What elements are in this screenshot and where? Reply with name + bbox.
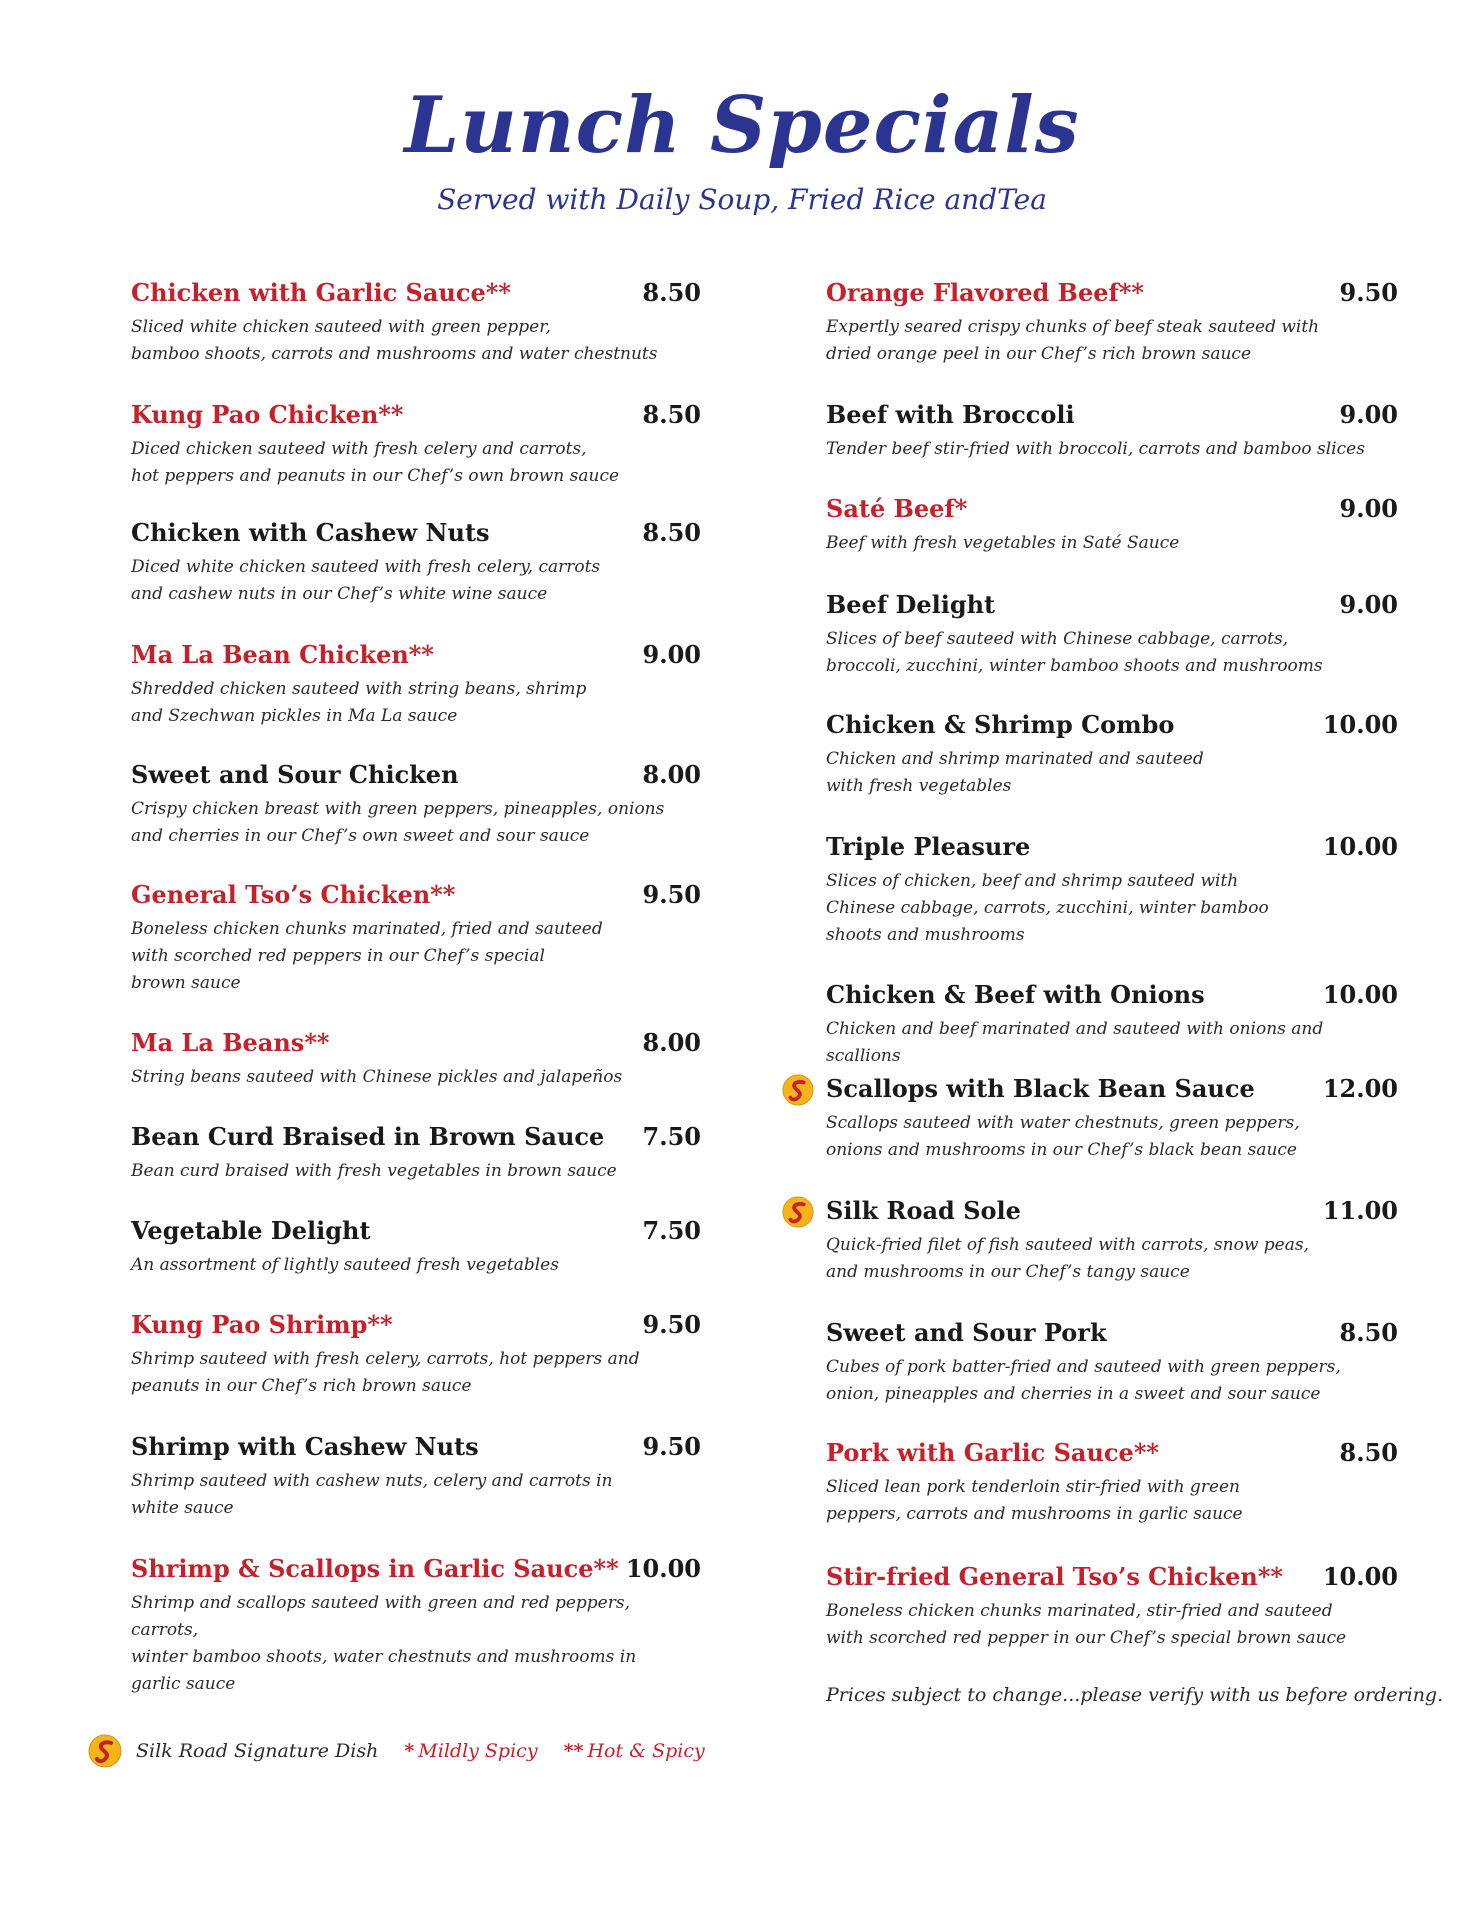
menu-item [826,832,1398,949]
menu-item-name: Silk Road Sole [826,1196,1021,1225]
menu-item-header [826,1562,1398,1596]
menu-item-name: Bean Curd Braised in Brown Sauce [131,1122,605,1151]
menu-item-description [131,554,701,608]
menu-item-name: Pork with Garlic Sauce** [826,1438,1159,1467]
menu-item-description-line: and Szechwan pickles in Ma La sauce [131,706,458,726]
menu-item-header [131,760,701,794]
menu-item-header [826,400,1398,434]
menu-item-description [131,676,701,730]
menu-item [131,1028,701,1091]
menu-item-description-line: brown sauce [131,973,241,993]
menu-item-description-line: Shrimp sauteed with cashew nuts, celery and carrots in [131,1471,613,1491]
menu-item-name: Ma La Bean Chicken** [131,640,434,669]
menu-item-description [826,1016,1398,1070]
menu-item-name: Beef with Broccoli [826,400,1075,429]
menu-item [826,278,1398,368]
menu-item-name: Chicken with Cashew Nuts [131,518,490,547]
menu-item-description [131,436,701,490]
menu-item-description-line: Chicken and shrimp marinated and sauteed [826,749,1204,769]
menu-item-header [131,640,701,674]
legend-mild-marker: * [404,1740,415,1762]
menu-item-description-line: Shredded chicken sauteed with string beans, shrimp [131,679,587,699]
menu-item-description-line: and mushrooms in our Chef’s tangy sauce [826,1262,1190,1282]
menu-item-price: 8.50 [1339,1318,1398,1347]
menu-item-description [826,868,1398,949]
page-subtitle: Served with Daily Soup, Fried Rice andTea [437,183,1047,216]
menu-item-name: Kung Pao Shrimp** [131,1310,393,1339]
menu-item-description [826,1474,1398,1528]
menu-item-description-line: Crispy chicken breast with green peppers, pineapples, onions [131,799,665,819]
menu-item-header [826,494,1398,528]
menu-item-price: 9.00 [1339,590,1398,619]
menu-item-description-line: Tender beef stir-fried with broccoli, carrots and bamboo slices [826,439,1365,459]
menu-item-header [826,710,1398,744]
menu-item-header [826,1074,1398,1108]
menu-item [826,400,1398,463]
menu-item-price: 12.00 [1322,1074,1398,1103]
menu-item-price: 11.00 [1322,1196,1398,1225]
menu-item-description-line: broccoli, zucchini, winter bamboo shoots and mushrooms [826,656,1323,676]
menu-item-description [131,1158,701,1185]
signature-dish-icon [782,1196,814,1228]
menu-item-description-line: with scorched red pepper in our Chef’s special brown sauce [826,1628,1347,1648]
menu-item-description-line: Boneless chicken chunks marinated, fried and sauteed [131,919,603,939]
signature-dish-icon [782,1074,814,1106]
legend-hot-marker: ** [563,1740,584,1762]
menu-item-name: Chicken with Garlic Sauce** [131,278,511,307]
menu-item-price: 8.00 [642,760,701,789]
menu-item-price: 7.50 [642,1122,701,1151]
menu-item-header [131,1216,701,1250]
menu-item-description-line: with scorched red peppers in our Chef’s special [131,946,545,966]
menu-item [826,1196,1398,1286]
menu-item-price: 9.00 [642,640,701,669]
menu-item-description [826,1232,1398,1286]
menu-item-description-line: Expertly seared crispy chunks of beef steak sauteed with [826,317,1320,337]
menu-item [826,980,1398,1070]
menu-item [826,1074,1398,1164]
menu-item-header [826,590,1398,624]
menu-item-name: Orange Flavored Beef** [826,278,1144,307]
menu-item-description-line: with fresh vegetables [826,776,1012,796]
menu-item-header [131,1028,701,1062]
menu-item-header [131,1122,701,1156]
menu-item-price: 9.50 [642,1310,701,1339]
menu-item-price: 10.00 [625,1554,701,1583]
menu-item-price: 10.00 [1322,710,1398,739]
menu-item-name: Kung Pao Chicken** [131,400,404,429]
menu-item-description [131,1468,701,1522]
menu-item-description-line: Shrimp sauteed with fresh celery, carrots, hot peppers and [131,1349,640,1369]
menu-item-price: 8.50 [642,518,701,547]
menu-item-description-line: Shrimp and scallops sauteed with green and red peppers, carrots, [131,1593,631,1640]
menu-item-header [826,832,1398,866]
menu-item-header [131,400,701,434]
menu-item-price: 8.00 [642,1028,701,1057]
menu-item-description [131,916,701,997]
menu-item-description-line: onion, pineapples and cherries in a sweet and sour sauce [826,1384,1321,1404]
menu-item-name: Shrimp & Scallops in Garlic Sauce** [131,1554,619,1583]
menu-item-description [131,1346,701,1400]
legend-hot-label: Hot & Spicy [587,1740,705,1762]
menu-item-description-line: shoots and mushrooms [826,925,1025,945]
menu-item [826,590,1398,680]
menu-item-header [131,880,701,914]
menu-item-header [131,1310,701,1344]
menu-item-price: 9.50 [1339,278,1398,307]
menu-item-header [826,1196,1398,1230]
menu-item [131,1554,701,1698]
menu-item-description [826,314,1398,368]
menu-item-name: Scallops with Black Bean Sauce [826,1074,1255,1103]
menu-item-price: 8.50 [642,400,701,429]
menu-item [826,494,1398,557]
menu-item [131,1122,701,1185]
menu-item-header [826,1318,1398,1352]
legend-signature-label: Silk Road Signature Dish [136,1740,379,1762]
menu-item-description [826,1110,1398,1164]
menu-item [131,1432,701,1522]
menu-item-description-line: dried orange peel in our Chef’s rich brown sauce [826,344,1251,364]
menu-item-name: Chicken & Beef with Onions [826,980,1205,1009]
menu-item-description [826,530,1398,557]
menu-item-price: 9.50 [642,880,701,909]
legend-mild-label: Mildly Spicy [418,1740,538,1762]
menu-item-name: General Tso’s Chicken** [131,880,456,909]
menu-item-description [826,1598,1398,1652]
menu-item-name: Triple Pleasure [826,832,1031,861]
menu-item-name: Chicken & Shrimp Combo [826,710,1175,739]
menu-item-header [826,1438,1398,1472]
menu-item-description-line: Diced chicken sauteed with fresh celery and carrots, [131,439,587,459]
menu-item-price: 9.50 [642,1432,701,1461]
menu-item-description-line: Beef with fresh vegetables in Saté Sauce [826,533,1180,553]
menu-item-description-line: Slices of chicken, beef and shrimp sauteed with [826,871,1239,891]
menu-item-description [131,1590,701,1698]
menu-item-description-line: onions and mushrooms in our Chef’s black bean sauce [826,1140,1297,1160]
menu-item-description [826,626,1398,680]
menu-item-description [131,1064,701,1091]
menu-item-header [826,278,1398,312]
legend [88,1733,705,1769]
menu-item-name: Sweet and Sour Pork [826,1318,1107,1347]
menu-item-description-line: and cashew nuts in our Chef’s white wine sauce [131,584,548,604]
menu-item-description-line: peanuts in our Chef’s rich brown sauce [131,1376,472,1396]
menu-item-price: 7.50 [642,1216,701,1245]
page-title: Lunch Specials [404,80,1080,171]
menu-item [826,1562,1398,1652]
menu-item-header [826,980,1398,1014]
menu-item-description-line: Cubes of pork batter-fried and sauteed with green peppers, [826,1357,1341,1377]
menu-item-description [826,1354,1398,1408]
menu-item-description-line: Sliced lean pork tenderloin stir-fried with green [826,1477,1241,1497]
menu-item-name: Stir-fried General Tso’s Chicken** [826,1562,1283,1591]
menu-item-price: 8.50 [1339,1438,1398,1467]
menu-item [131,1216,701,1279]
menu-item-price: 10.00 [1322,1562,1398,1591]
menu-item-header [131,518,701,552]
menu-item [826,1318,1398,1408]
menu-item-description-line: Bean curd braised with fresh vegetables in brown sauce [131,1161,617,1181]
menu-item-description [131,1252,701,1279]
menu-item-description [826,436,1398,463]
menu-item-header [131,1432,701,1466]
signature-dish-icon [88,1734,122,1768]
menu-item-description-line: hot peppers and peanuts in our Chef’s own brown sauce [131,466,620,486]
menu-item-name: Vegetable Delight [131,1216,371,1245]
menu-item-description-line: bamboo shoots, carrots and mushrooms and water chestnuts [131,344,658,364]
menu-item [131,640,701,730]
menu-item [131,880,701,997]
menu-item-price: 9.00 [1339,400,1398,429]
menu-item-name: Ma La Beans** [131,1028,330,1057]
menu-item-description [131,314,701,368]
menu-item-name: Shrimp with Cashew Nuts [131,1432,479,1461]
price-disclaimer: Prices subject to change...please verify with us before ordering. [826,1684,1444,1706]
menu-item-description-line: Sliced white chicken sauteed with green pepper, [131,317,551,337]
menu-item [131,278,701,368]
menu-item-description-line: and cherries in our Chef’s own sweet and sour sauce [131,826,590,846]
menu-item-description-line: Slices of beef sauteed with Chinese cabbage, carrots, [826,629,1289,649]
menu-item-description [826,746,1398,800]
menu-item [131,1310,701,1400]
menu-item-description-line: white sauce [131,1498,234,1518]
menu-item-name: Saté Beef* [826,494,968,523]
menu-item-header [131,278,701,312]
menu-item [826,710,1398,800]
menu-item-header [131,1554,701,1588]
menu-item-name: Beef Delight [826,590,996,619]
menu-item-price: 10.00 [1322,832,1398,861]
menu-item-description-line: An assortment of lightly sauteed fresh vegetables [131,1255,559,1275]
menu-item-description-line: winter bamboo shoots, water chestnuts and mushrooms in [131,1647,637,1667]
menu-item-description-line: peppers, carrots and mushrooms in garlic sauce [826,1504,1243,1524]
menu-item-description-line: Quick-fried filet of fish sauteed with carrots, snow peas, [826,1235,1310,1255]
menu-item-description-line: Chicken and beef marinated and sauteed with onions and scallions [826,1019,1324,1066]
menu-item [131,760,701,850]
menu-item-description-line: String beans sauteed with Chinese pickles and jalapeños [131,1067,623,1087]
menu-item [131,518,701,608]
menu-item-description-line: Scallops sauteed with water chestnuts, green peppers, [826,1113,1300,1133]
menu-item [131,400,701,490]
menu-item-description-line: Diced white chicken sauteed with fresh celery, carrots [131,557,601,577]
menu-item-description-line: Chinese cabbage, carrots, zucchini, winter bamboo [826,898,1269,918]
menu-item-price: 10.00 [1322,980,1398,1009]
menu-item-price: 8.50 [642,278,701,307]
menu-item-price: 9.00 [1339,494,1398,523]
menu-item-description [131,796,701,850]
menu-item [826,1438,1398,1528]
menu-item-description-line: Boneless chicken chunks marinated, stir-fried and sauteed [826,1601,1333,1621]
menu-item-name: Sweet and Sour Chicken [131,760,459,789]
menu-item-description-line: garlic sauce [131,1674,236,1694]
